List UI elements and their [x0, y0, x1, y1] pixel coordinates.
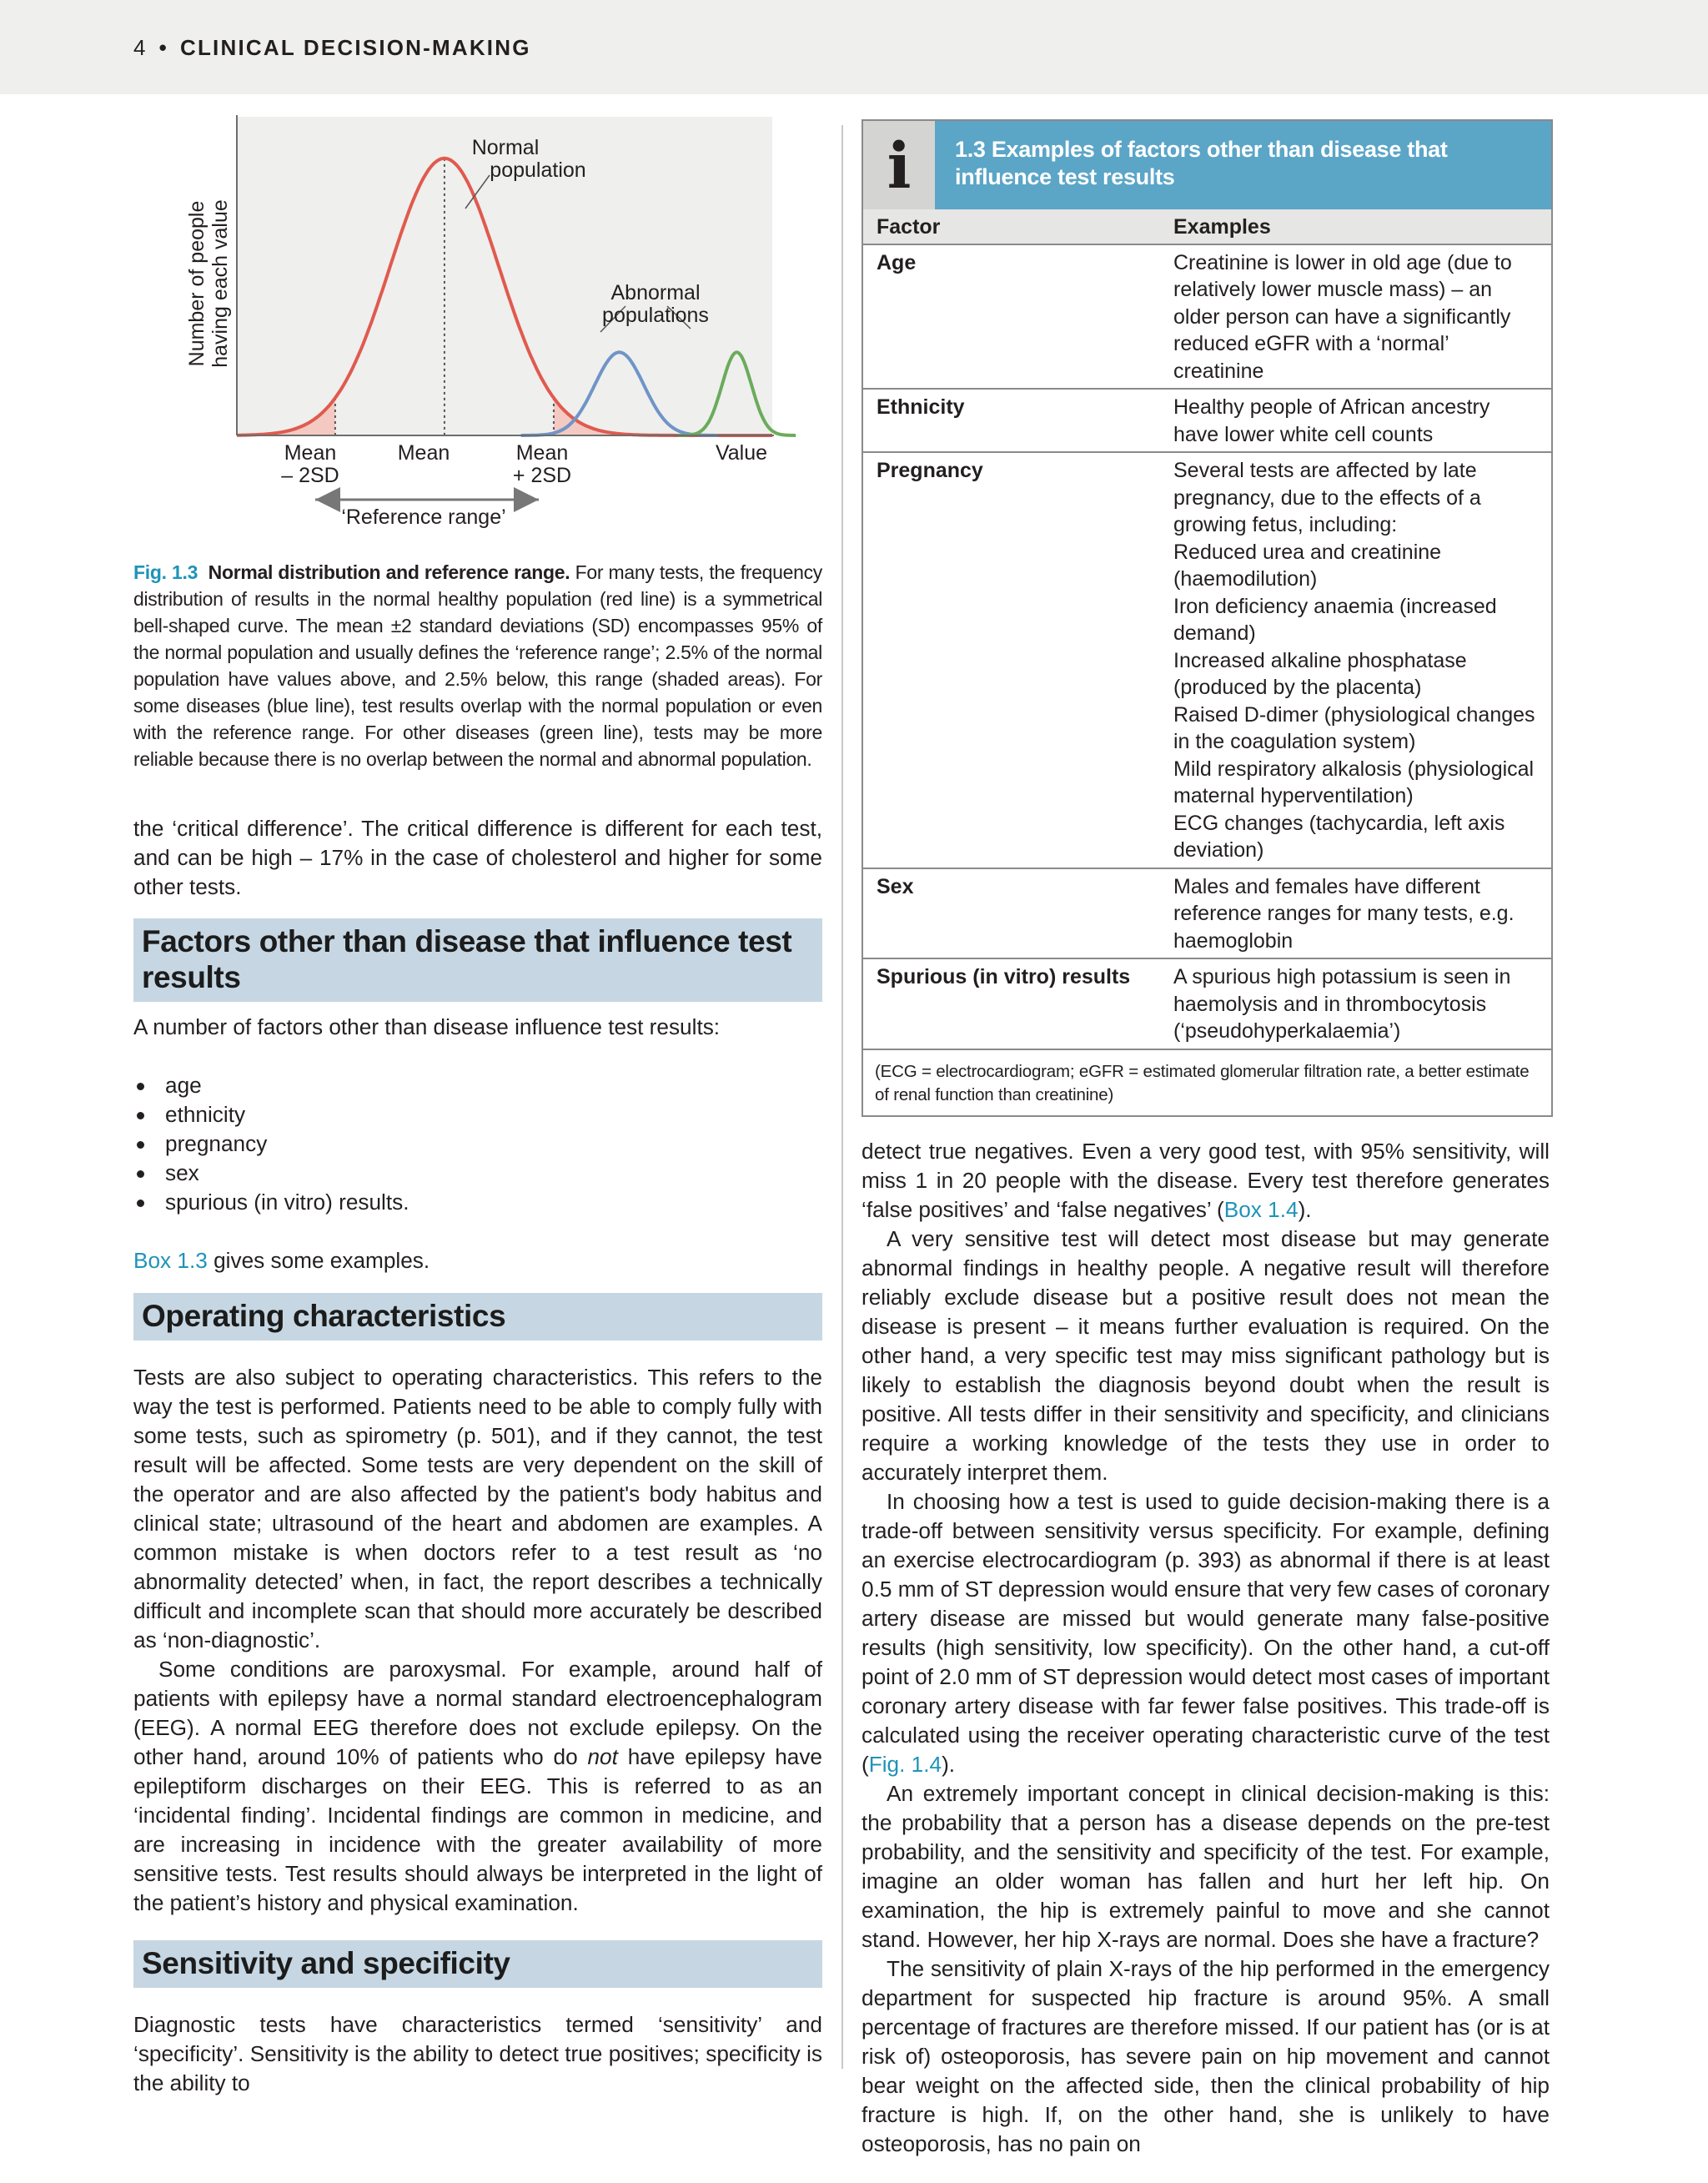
column-header-factor: Factor	[863, 209, 1148, 244]
examples-cell	[1148, 389, 1551, 452]
list-item: sex	[133, 1159, 822, 1188]
tick-mean-minus-2: – 2SD	[281, 464, 339, 487]
operating-paragraph-2a: Some conditions are paroxysmal. For example, around half of patients with epilepsy have a normal standard electroencephalogram (EEG). A normal EEG therefore does not exclude epilepsy. On the other hand, around 10% of patients who do	[133, 1657, 822, 1769]
heading-operating: Operating characteristics	[133, 1293, 822, 1340]
example-line: Increased alkaline phosphatase (produced by the placenta)	[1173, 648, 1467, 699]
box-title: 1.3 Examples of factors other than disease that influence test results	[935, 121, 1551, 209]
list-item: age	[133, 1071, 822, 1100]
header-separator: •	[158, 35, 168, 60]
figure-caption	[133, 559, 822, 772]
right-paragraph-1b: ).	[1298, 1197, 1312, 1222]
heading-factors: Factors other than disease that influence test results	[133, 918, 822, 1002]
reference-range-label: ‘Reference range’	[341, 506, 506, 529]
right-paragraph-3a: In choosing how a test is used to guide decision-making there is a trade-off between sensitivity versus specificity. For example, defining an exercise electrocardiogram (p. 393) as abnormal if there is at least 0.5 mm of ST depression would ensure that very few cases of coronary artery disease are missed but would generate many false-positive results (high sensitivity, low specificity). On the other hand, a cut-off point of 2.0 mm of ST depression would detect most cases of important coronary artery disease with far fewer false positives. This trade-off is calculated using the receiver operating characteristic curve of the test (	[862, 1489, 1550, 1777]
factor-cell: Age	[863, 244, 1148, 390]
x-axis-label-value: Value	[715, 441, 768, 465]
annotation-normal-1: Normal	[471, 136, 540, 159]
fig-1-4-link[interactable]: Fig. 1.4	[868, 1752, 942, 1777]
sensitivity-paragraph: Diagnostic tests have characteristics termed ‘sensitivity’ and ‘specificity’. Sensitivity is the ability to detect true positives; specificity is the ability to	[133, 2012, 822, 2095]
right-paragraph-3b: ).	[942, 1752, 956, 1777]
factor-cell: Spurious (in vitro) results	[863, 958, 1148, 1049]
example-line: Raised D-dimer (physiological changes in the coagulation system)	[1173, 702, 1535, 753]
running-head	[133, 35, 531, 61]
list-item: spurious (in vitro) results.	[133, 1188, 822, 1217]
table-header-row	[863, 209, 1551, 244]
example-line: Males and females have different reference ranges for many tests, e.g. haemoglobin	[1173, 874, 1515, 953]
annotation-normal-2: population	[490, 158, 586, 182]
table-row	[863, 244, 1551, 390]
section-title: CLINICAL DECISION-MAKING	[179, 35, 531, 60]
factor-cell: Ethnicity	[863, 389, 1148, 452]
table-row	[863, 868, 1551, 959]
example-line: Healthy people of African ancestry have lower white cell counts	[1173, 395, 1490, 446]
factors-table	[863, 209, 1551, 1050]
examples-cell	[1148, 958, 1551, 1049]
operating-paragraph-2b: have epilepsy have epileptiform discharges on their EEG. This is referred to as an ‘incidental finding’. Incidental findings are common in medicine, and are increasing in incidence with the greater availability of more sensitive tests. Test results should always be interpreted in the light of the patient’s history and physical examination.	[133, 1744, 822, 1915]
y-axis-label-1: Number of people	[185, 200, 208, 367]
box-footnote: (ECG = electrocardiogram; eGFR = estimated glomerular filtration rate, a better estimate of renal function than creatinine)	[875, 1061, 1530, 1104]
box-1-3	[862, 119, 1553, 1117]
example-line: Iron deficiency anaemia (increased demand)	[1173, 594, 1497, 645]
example-line: A spurious high potassium is seen in haemolysis and in thrombocytosis (‘pseudohyperkalaemia’)	[1173, 965, 1511, 1043]
critical-difference-paragraph: the ‘critical difference’. The critical difference is different for each test, and can be high – 17% in the case of cholesterol and higher for some other tests.	[133, 816, 822, 899]
example-line: Mild respiratory alkalosis (physiological maternal hyperventilation)	[1173, 757, 1535, 807]
annotation-abnormal-1: Abnormal	[610, 281, 701, 304]
example-line: Creatinine is lower in old age (due to relatively lower muscle mass) – an older person can have a significantly reduced eGFR with a ‘normal’ creatinine	[1173, 250, 1512, 383]
figure-title: Normal distribution and reference range.	[208, 561, 570, 583]
tick-mean-plus-2: + 2SD	[512, 464, 572, 487]
column-header-examples: Examples	[1148, 209, 1551, 244]
factor-cell: Pregnancy	[863, 452, 1148, 868]
table-row	[863, 958, 1551, 1049]
figure-label[interactable]: Fig. 1.3	[133, 561, 198, 583]
operating-paragraph-2	[133, 1655, 822, 1918]
column-divider	[841, 125, 843, 2069]
operating-paragraph-1: Tests are also subject to operating characteristics. This refers to the way the test is performed. Patients need to be able to comply fully with some tests, such as spirometry (p. 501), and if they cannot, the test result will be affected. Some tests are very dependent on the skill of the operator and are also affected by the patient's body habitus and clinical state; ultrasound of the heart and abdomen are examples. A common mistake is when doctors refer to a test result as ‘no abnormality detected’ when, in fact, the report describes a technically difficult and incomplete scan that should more accurately be described as ‘non-diagnostic’.	[133, 1365, 822, 1652]
box-1-3-link[interactable]: Box 1.3	[133, 1248, 208, 1273]
examples-cell	[1148, 452, 1551, 868]
heading-sensitivity: Sensitivity and specificity	[133, 1940, 822, 1988]
emphasis-not: not	[587, 1744, 618, 1769]
tick-mean-minus-1: Mean	[284, 441, 337, 465]
figure-1-3	[133, 108, 822, 542]
example-line: ECG changes (tachycardia, left axis deviation)	[1173, 811, 1505, 862]
examples-cell	[1148, 868, 1551, 959]
left-body	[133, 814, 822, 2098]
y-axis-label-2: having each value	[208, 199, 232, 368]
figure-caption-text: For many tests, the frequency distribution of results in the normal healthy population (red line) is a symmetrical bell-shaped curve. The mean ±2 standard deviations (SD) encompasses 95% of the normal population and usually defines the ‘reference range’; 2.5% of the normal population have values above, and 2.5% below, this range (shaded areas). For some diseases (blue line), test results overlap with the normal population or even with the reference range. For other diseases (green line), tests may be more reliable because there is no overlap between the normal and abnormal population.	[133, 561, 823, 770]
box-reference-paragraph	[133, 1246, 822, 1275]
tick-mean: Mean	[397, 441, 450, 465]
right-paragraph-2: A very sensitive test will detect most disease but may generate abnormal findings in healthy people. A negative result will therefore reliably exclude disease but a positive result does not mean the disease is present – it means further evaluation is required. On the other hand, a very specific test may miss significant pathology but is likely to establish the diagnosis beyond doubt when the result is positive. All tests differ in their sensitivity and specificity, and clinicians require a working knowledge of the tests they use in order to accurately interpret them.	[862, 1226, 1550, 1485]
right-body	[862, 1137, 1550, 2159]
annotation-abnormal-2: populations	[602, 304, 709, 327]
box-1-4-link[interactable]: Box 1.4	[1223, 1197, 1299, 1222]
info-icon: i	[863, 121, 935, 209]
example-line: Reduced urea and creatinine (haemodilution)	[1173, 540, 1442, 591]
table-row	[863, 452, 1551, 868]
right-paragraph-1	[862, 1137, 1550, 1225]
distribution-chart	[133, 108, 822, 542]
tick-mean-plus-1: Mean	[515, 441, 569, 465]
box-reference-text: gives some examples.	[207, 1248, 430, 1273]
example-line: Several tests are affected by late pregnancy, due to the effects of a growing fetus, including:	[1173, 459, 1481, 536]
table-row	[863, 389, 1551, 452]
factors-list	[133, 1071, 822, 1217]
page-number: 4	[133, 35, 148, 60]
factor-cell: Sex	[863, 868, 1148, 959]
factors-intro: A number of factors other than disease influence test results:	[133, 1014, 721, 1039]
right-paragraph-3	[862, 1487, 1550, 1779]
list-item: ethnicity	[133, 1100, 822, 1129]
examples-cell	[1148, 244, 1551, 390]
box-header	[863, 121, 1551, 209]
right-paragraph-1a: detect true negatives. Even a very good test, with 95% sensitivity, will miss 1 in 20 people with the disease. Every test therefore generates ‘false positives’ and ‘false negatives’ (	[862, 1139, 1550, 1222]
right-paragraph-5: The sensitivity of plain X-rays of the hip performed in the emergency department for suspected hip fracture is around 95%. A small percentage of fractures are therefore missed. If our patient has (or is at risk of) osteoporosis, has severe pain on hip movement and cannot bear weight on the affected side, then the clinical probability of hip fracture is high. If, on the other hand, she is unlikely to have osteoporosis, has no pain on	[862, 1956, 1550, 2156]
list-item: pregnancy	[133, 1129, 822, 1159]
right-paragraph-4: An extremely important concept in clinical decision-making is this: the probability that a person has a disease depends on the pre-test probability, and the sensitivity and specificity of the test. For example, imagine an older woman has fallen and hurt her left hip. On examination, the hip is extremely painful to move and she cannot stand. However, her hip X-rays are normal. Does she have a fracture?	[862, 1781, 1550, 1952]
